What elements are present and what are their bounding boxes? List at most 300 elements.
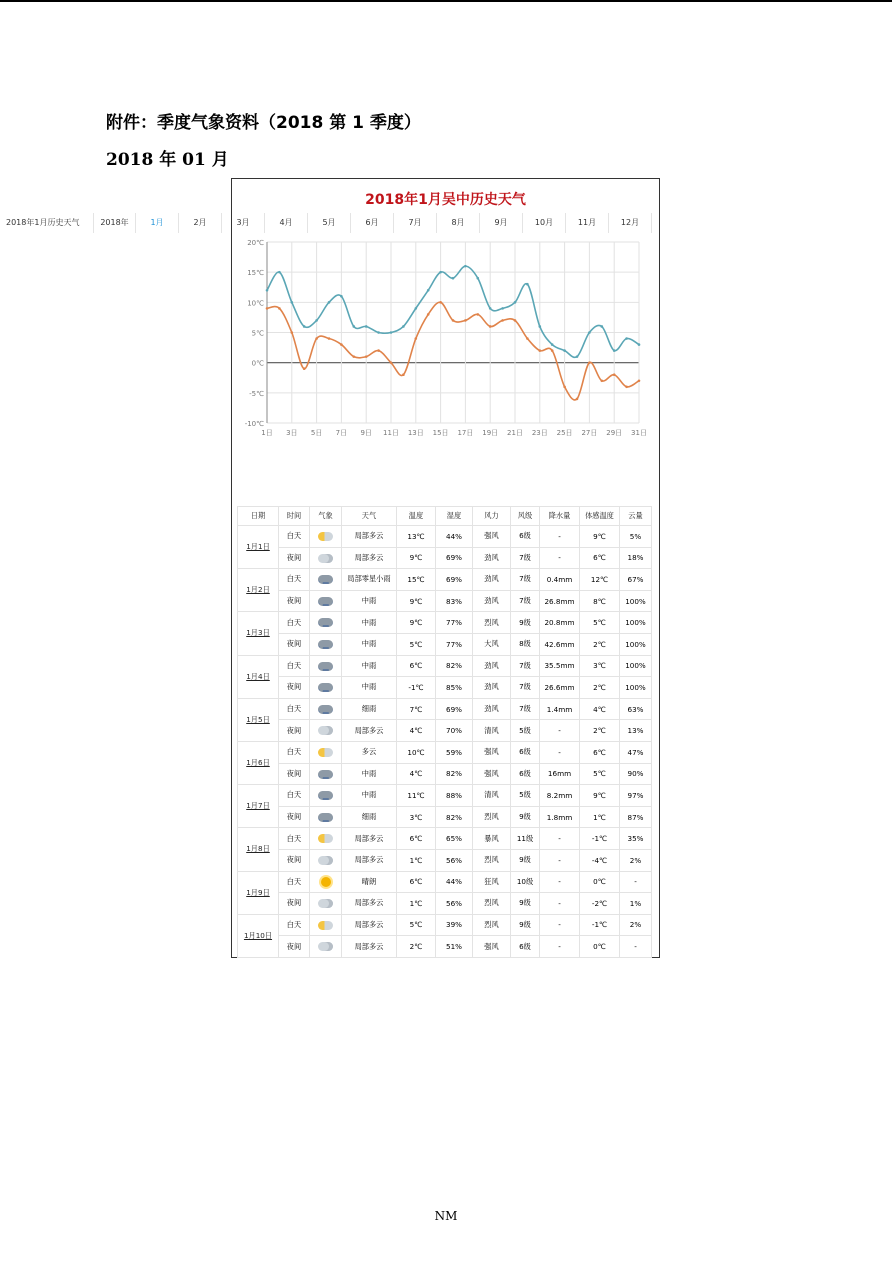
cell-precip: 1.8mm <box>540 806 580 828</box>
cell-time: 夜间 <box>279 893 310 915</box>
cell-feel: 8℃ <box>580 590 620 612</box>
series-point <box>464 319 467 322</box>
cloudy-night-icon <box>318 899 333 908</box>
cell-weather: 局部多云 <box>342 547 397 569</box>
cell-humidity: 56% <box>436 849 473 871</box>
series-point <box>489 307 492 310</box>
series-point <box>303 325 306 328</box>
cell-humidity: 69% <box>436 698 473 720</box>
tab-month-8[interactable]: 8月 <box>437 213 480 233</box>
x-tick-label: 3日 <box>286 429 298 437</box>
x-tick-label: 29日 <box>606 429 623 437</box>
cell-feel: 5℃ <box>580 612 620 634</box>
cell-feel: 2℃ <box>580 633 620 655</box>
cell-precip: 1.4mm <box>540 698 580 720</box>
x-tick-label: 15日 <box>432 429 449 437</box>
cell-feel: 0℃ <box>580 936 620 958</box>
cell-level: 6级 <box>511 763 540 785</box>
series-point <box>266 289 269 292</box>
rain-icon <box>318 575 333 584</box>
series-point <box>613 349 616 352</box>
series-point <box>439 271 442 274</box>
series-point <box>415 307 418 310</box>
cell-precip: - <box>540 936 580 958</box>
cell-level: 9级 <box>511 849 540 871</box>
y-tick-label: 5℃ <box>251 329 264 338</box>
weather-table <box>237 506 652 958</box>
cell-cloud: 100% <box>620 677 652 699</box>
series-point <box>563 386 566 389</box>
cell-feel: 6℃ <box>580 741 620 763</box>
table-row <box>238 590 652 612</box>
series-point <box>551 343 554 346</box>
cell-cloud: 90% <box>620 763 652 785</box>
cell-precip: - <box>540 741 580 763</box>
column-header: 时间 <box>279 507 310 526</box>
cell-temp: 9℃ <box>397 547 436 569</box>
series-point <box>303 367 306 370</box>
cell-precip: - <box>540 914 580 936</box>
series-point <box>588 361 591 364</box>
cell-level: 7级 <box>511 698 540 720</box>
cell-time: 白天 <box>279 569 310 591</box>
weather-icon-cell <box>310 526 342 548</box>
series-point <box>328 337 331 340</box>
cell-time: 夜间 <box>279 806 310 828</box>
cell-temp: 1℃ <box>397 849 436 871</box>
cell-wind: 烈风 <box>473 849 511 871</box>
series-point <box>390 331 393 334</box>
weather-icon-cell <box>310 677 342 699</box>
cell-temp: 11℃ <box>397 785 436 807</box>
series-point <box>625 386 628 389</box>
tab-label: 2018年1月历史天气 <box>4 213 94 233</box>
weather-icon-cell <box>310 590 342 612</box>
x-tick-label: 1日 <box>261 429 273 437</box>
cell-time: 夜间 <box>279 633 310 655</box>
tab-month-4[interactable]: 4月 <box>265 213 308 233</box>
y-tick-label: -5℃ <box>249 389 264 398</box>
cell-weather: 中雨 <box>342 612 397 634</box>
cell-temp: 6℃ <box>397 871 436 893</box>
cell-precip: 16mm <box>540 763 580 785</box>
rain-icon <box>318 770 333 779</box>
y-tick-label: 20℃ <box>247 239 264 247</box>
series-point <box>526 283 529 286</box>
series-point <box>452 319 455 322</box>
date-link[interactable]: 1月10日 <box>238 914 279 957</box>
date-link[interactable]: 1月9日 <box>238 871 279 914</box>
cell-weather: 中雨 <box>342 785 397 807</box>
date-link[interactable]: 1月2日 <box>238 569 279 612</box>
cell-precip: - <box>540 720 580 742</box>
cell-time: 白天 <box>279 526 310 548</box>
cell-wind: 暴风 <box>473 828 511 850</box>
cell-level: 5级 <box>511 785 540 807</box>
table-row <box>238 612 652 634</box>
temperature-line-chart <box>231 234 660 444</box>
date-link[interactable]: 1月1日 <box>238 526 279 569</box>
rain-icon <box>318 683 333 692</box>
x-tick-label: 19日 <box>482 429 499 437</box>
cell-precip: - <box>540 849 580 871</box>
series-point <box>563 349 566 352</box>
cell-precip: - <box>540 828 580 850</box>
date-link[interactable]: 1月3日 <box>238 612 279 655</box>
cell-feel: 2℃ <box>580 677 620 699</box>
cell-wind: 劲风 <box>473 569 511 591</box>
table-row <box>238 698 652 720</box>
weather-icon-cell <box>310 655 342 677</box>
cell-wind: 清风 <box>473 720 511 742</box>
table-row <box>238 893 652 915</box>
cell-feel: 9℃ <box>580 785 620 807</box>
cell-level: 7级 <box>511 655 540 677</box>
weather-icon-cell <box>310 871 342 893</box>
cell-level: 9级 <box>511 806 540 828</box>
cell-time: 白天 <box>279 612 310 634</box>
cell-feel: 1℃ <box>580 806 620 828</box>
table-row <box>238 806 652 828</box>
series-point <box>278 271 281 274</box>
cell-level: 6级 <box>511 526 540 548</box>
cell-humidity: 70% <box>436 720 473 742</box>
cell-temp: 6℃ <box>397 655 436 677</box>
series-point <box>278 307 281 310</box>
cell-temp: 7℃ <box>397 698 436 720</box>
cell-time: 夜间 <box>279 763 310 785</box>
cell-humidity: 59% <box>436 741 473 763</box>
rain-icon <box>318 791 333 800</box>
x-tick-label: 21日 <box>507 429 523 437</box>
cell-cloud: 35% <box>620 828 652 850</box>
series-point <box>638 343 641 346</box>
cell-time: 白天 <box>279 914 310 936</box>
column-header: 风力 <box>473 507 511 526</box>
cell-cloud: 100% <box>620 612 652 634</box>
rain-icon <box>318 705 333 714</box>
partly-cloudy-icon <box>318 921 333 930</box>
cell-wind: 烈风 <box>473 893 511 915</box>
table-row <box>238 677 652 699</box>
cell-precip: - <box>540 526 580 548</box>
cell-time: 白天 <box>279 871 310 893</box>
month-subheading: 2018 年 01 月 <box>106 150 229 170</box>
weather-icon-cell <box>310 806 342 828</box>
cell-cloud: 100% <box>620 655 652 677</box>
y-tick-label: 15℃ <box>247 269 264 278</box>
cell-temp: 10℃ <box>397 741 436 763</box>
cell-wind: 狂风 <box>473 871 511 893</box>
cell-level: 11级 <box>511 828 540 850</box>
cell-level: 8级 <box>511 633 540 655</box>
series-point <box>477 277 480 280</box>
y-tick-label: -10℃ <box>244 420 264 428</box>
cloudy-night-icon <box>318 942 333 951</box>
rain-icon <box>318 597 333 606</box>
x-tick-label: 31日 <box>631 429 647 437</box>
series-point <box>576 355 579 358</box>
cell-temp: 5℃ <box>397 633 436 655</box>
series-point <box>377 331 380 334</box>
cell-feel: -1℃ <box>580 828 620 850</box>
x-tick-label: 23日 <box>531 429 548 437</box>
series-point <box>501 307 504 310</box>
x-tick-label: 9日 <box>360 429 372 437</box>
cell-cloud: 97% <box>620 785 652 807</box>
rain-icon <box>318 813 333 822</box>
series-point <box>365 325 368 328</box>
partly-cloudy-icon <box>318 834 333 843</box>
cell-wind: 烈风 <box>473 914 511 936</box>
series-point <box>489 325 492 328</box>
cell-cloud: 47% <box>620 741 652 763</box>
cell-precip: 42.6mm <box>540 633 580 655</box>
tab-month-2[interactable]: 2月 <box>179 213 222 233</box>
cell-weather: 局部多云 <box>342 914 397 936</box>
table-row <box>238 936 652 958</box>
tab-month-11[interactable]: 11月 <box>566 213 609 233</box>
cell-temp: 9℃ <box>397 612 436 634</box>
tab-month-9[interactable]: 9月 <box>480 213 523 233</box>
cell-precip: - <box>540 893 580 915</box>
series-point <box>427 313 430 316</box>
column-header: 湿度 <box>436 507 473 526</box>
series-point <box>427 289 430 292</box>
cell-precip: - <box>540 871 580 893</box>
series-point <box>402 373 405 376</box>
date-link[interactable]: 1月8日 <box>238 828 279 871</box>
series-point <box>353 355 356 358</box>
cell-cloud: 2% <box>620 914 652 936</box>
series-point <box>526 337 529 340</box>
cell-feel: -2℃ <box>580 893 620 915</box>
x-tick-label: 7日 <box>335 429 348 437</box>
y-tick-label: 0℃ <box>251 359 264 368</box>
cell-level: 9级 <box>511 612 540 634</box>
top-border <box>0 0 892 2</box>
cell-weather: 局部多云 <box>342 936 397 958</box>
cell-wind: 劲风 <box>473 590 511 612</box>
series-point <box>291 301 294 304</box>
cell-humidity: 69% <box>436 547 473 569</box>
cell-time: 白天 <box>279 655 310 677</box>
cell-level: 5级 <box>511 720 540 742</box>
cell-cloud: 13% <box>620 720 652 742</box>
partly-cloudy-icon <box>318 748 333 757</box>
cell-precip: 0.4mm <box>540 569 580 591</box>
column-header: 日期 <box>238 507 279 526</box>
cell-time: 夜间 <box>279 590 310 612</box>
table-header-row <box>238 507 652 526</box>
cell-time: 夜间 <box>279 936 310 958</box>
column-header: 降水量 <box>540 507 580 526</box>
cell-time: 白天 <box>279 741 310 763</box>
table-row <box>238 569 652 591</box>
series-point <box>328 301 331 304</box>
series-point <box>539 325 542 328</box>
cell-weather: 局部多云 <box>342 720 397 742</box>
tab-month-5[interactable]: 5月 <box>308 213 351 233</box>
column-header: 云量 <box>620 507 652 526</box>
series-point <box>477 313 480 316</box>
cell-level: 7级 <box>511 677 540 699</box>
cell-temp: 3℃ <box>397 806 436 828</box>
tab-month-6[interactable]: 6月 <box>351 213 394 233</box>
weather-icon-cell <box>310 612 342 634</box>
tab-year[interactable]: 2018年 <box>94 213 136 233</box>
cell-temp: 1℃ <box>397 893 436 915</box>
weather-icon-cell <box>310 569 342 591</box>
cell-cloud: 87% <box>620 806 652 828</box>
column-header: 气象 <box>310 507 342 526</box>
rain-icon <box>318 618 333 627</box>
cell-temp: 5℃ <box>397 914 436 936</box>
date-link[interactable]: 1月5日 <box>238 698 279 741</box>
weather-icon-cell <box>310 547 342 569</box>
weather-icon-cell <box>310 698 342 720</box>
cell-level: 6级 <box>511 936 540 958</box>
y-tick-label: 10℃ <box>247 299 264 308</box>
series-point <box>514 319 517 322</box>
table-row <box>238 914 652 936</box>
cell-cloud: 1% <box>620 893 652 915</box>
cell-weather: 细雨 <box>342 698 397 720</box>
cell-weather: 中雨 <box>342 677 397 699</box>
table-row <box>238 741 652 763</box>
series-point <box>291 331 294 334</box>
cell-weather: 中雨 <box>342 633 397 655</box>
date-link[interactable]: 1月4日 <box>238 655 279 698</box>
cell-weather: 局部多云 <box>342 893 397 915</box>
table-row <box>238 547 652 569</box>
cell-time: 夜间 <box>279 849 310 871</box>
cell-time: 夜间 <box>279 677 310 699</box>
cell-level: 6级 <box>511 741 540 763</box>
series-point <box>539 349 542 352</box>
series-point <box>464 265 467 268</box>
cell-wind: 烈风 <box>473 806 511 828</box>
cell-wind: 烈风 <box>473 612 511 634</box>
cell-temp: -1℃ <box>397 677 436 699</box>
tab-month-12[interactable]: 12月 <box>609 213 652 233</box>
series-point <box>601 325 604 328</box>
rain-icon <box>318 662 333 671</box>
cell-precip: 20.8mm <box>540 612 580 634</box>
cell-humidity: 77% <box>436 633 473 655</box>
series-point <box>353 325 356 328</box>
cell-weather: 局部多云 <box>342 526 397 548</box>
cell-temp: 2℃ <box>397 936 436 958</box>
cell-feel: 6℃ <box>580 547 620 569</box>
table-row <box>238 655 652 677</box>
cell-temp: 4℃ <box>397 720 436 742</box>
series-point <box>625 337 628 340</box>
series-point <box>588 331 591 334</box>
cell-weather: 局部多云 <box>342 849 397 871</box>
series-line-1 <box>267 266 639 357</box>
series-point <box>266 307 269 310</box>
series-point <box>340 343 343 346</box>
cell-feel: 12℃ <box>580 569 620 591</box>
cell-humidity: 65% <box>436 828 473 850</box>
cell-feel: -1℃ <box>580 914 620 936</box>
series-point <box>576 398 579 401</box>
series-point <box>551 349 554 352</box>
weather-icon-cell <box>310 763 342 785</box>
weather-icon-cell <box>310 828 342 850</box>
cell-wind: 清风 <box>473 785 511 807</box>
date-link[interactable]: 1月7日 <box>238 785 279 828</box>
table-row <box>238 720 652 742</box>
series-point <box>514 301 517 304</box>
cell-level: 10级 <box>511 871 540 893</box>
tab-month-3[interactable]: 3月 <box>222 213 265 233</box>
column-header: 温度 <box>397 507 436 526</box>
cell-humidity: 88% <box>436 785 473 807</box>
cell-temp: 4℃ <box>397 763 436 785</box>
weather-icon-cell <box>310 914 342 936</box>
cell-wind: 劲风 <box>473 677 511 699</box>
weather-icon-cell <box>310 893 342 915</box>
cell-weather: 中雨 <box>342 655 397 677</box>
cell-weather: 中雨 <box>342 763 397 785</box>
date-link[interactable]: 1月6日 <box>238 741 279 784</box>
cell-wind: 强风 <box>473 763 511 785</box>
cell-weather: 晴朗 <box>342 871 397 893</box>
sunny-icon <box>321 877 331 887</box>
cell-temp: 6℃ <box>397 828 436 850</box>
cell-feel: 4℃ <box>580 698 620 720</box>
cell-temp: 13℃ <box>397 526 436 548</box>
cell-level: 7级 <box>511 547 540 569</box>
cell-humidity: 44% <box>436 871 473 893</box>
tab-month-7[interactable]: 7月 <box>394 213 437 233</box>
cell-humidity: 83% <box>436 590 473 612</box>
cell-cloud: 18% <box>620 547 652 569</box>
x-tick-label: 13日 <box>407 429 424 437</box>
cloudy-night-icon <box>318 554 333 563</box>
cell-precip: 26.8mm <box>540 590 580 612</box>
cell-precip: 35.5mm <box>540 655 580 677</box>
series-point <box>402 325 405 328</box>
tab-month-10[interactable]: 10月 <box>523 213 566 233</box>
cloudy-night-icon <box>318 726 333 735</box>
series-point <box>377 349 380 352</box>
x-tick-label: 5日 <box>310 429 323 437</box>
cell-cloud: 67% <box>620 569 652 591</box>
cell-weather: 局部零星小雨 <box>342 569 397 591</box>
cell-humidity: 39% <box>436 914 473 936</box>
series-point <box>613 373 616 376</box>
cell-wind: 大风 <box>473 633 511 655</box>
cell-weather: 中雨 <box>342 590 397 612</box>
cell-time: 白天 <box>279 698 310 720</box>
cell-cloud: 100% <box>620 590 652 612</box>
cell-wind: 劲风 <box>473 655 511 677</box>
cell-temp: 15℃ <box>397 569 436 591</box>
cell-weather: 多云 <box>342 741 397 763</box>
cell-humidity: 69% <box>436 569 473 591</box>
cell-weather: 局部多云 <box>342 828 397 850</box>
tab-month-1[interactable]: 1月 <box>136 213 179 233</box>
rain-icon <box>318 640 333 649</box>
series-point <box>315 337 318 340</box>
cell-precip: - <box>540 547 580 569</box>
table-row <box>238 849 652 871</box>
month-tabs <box>4 213 652 233</box>
cell-humidity: 77% <box>436 612 473 634</box>
